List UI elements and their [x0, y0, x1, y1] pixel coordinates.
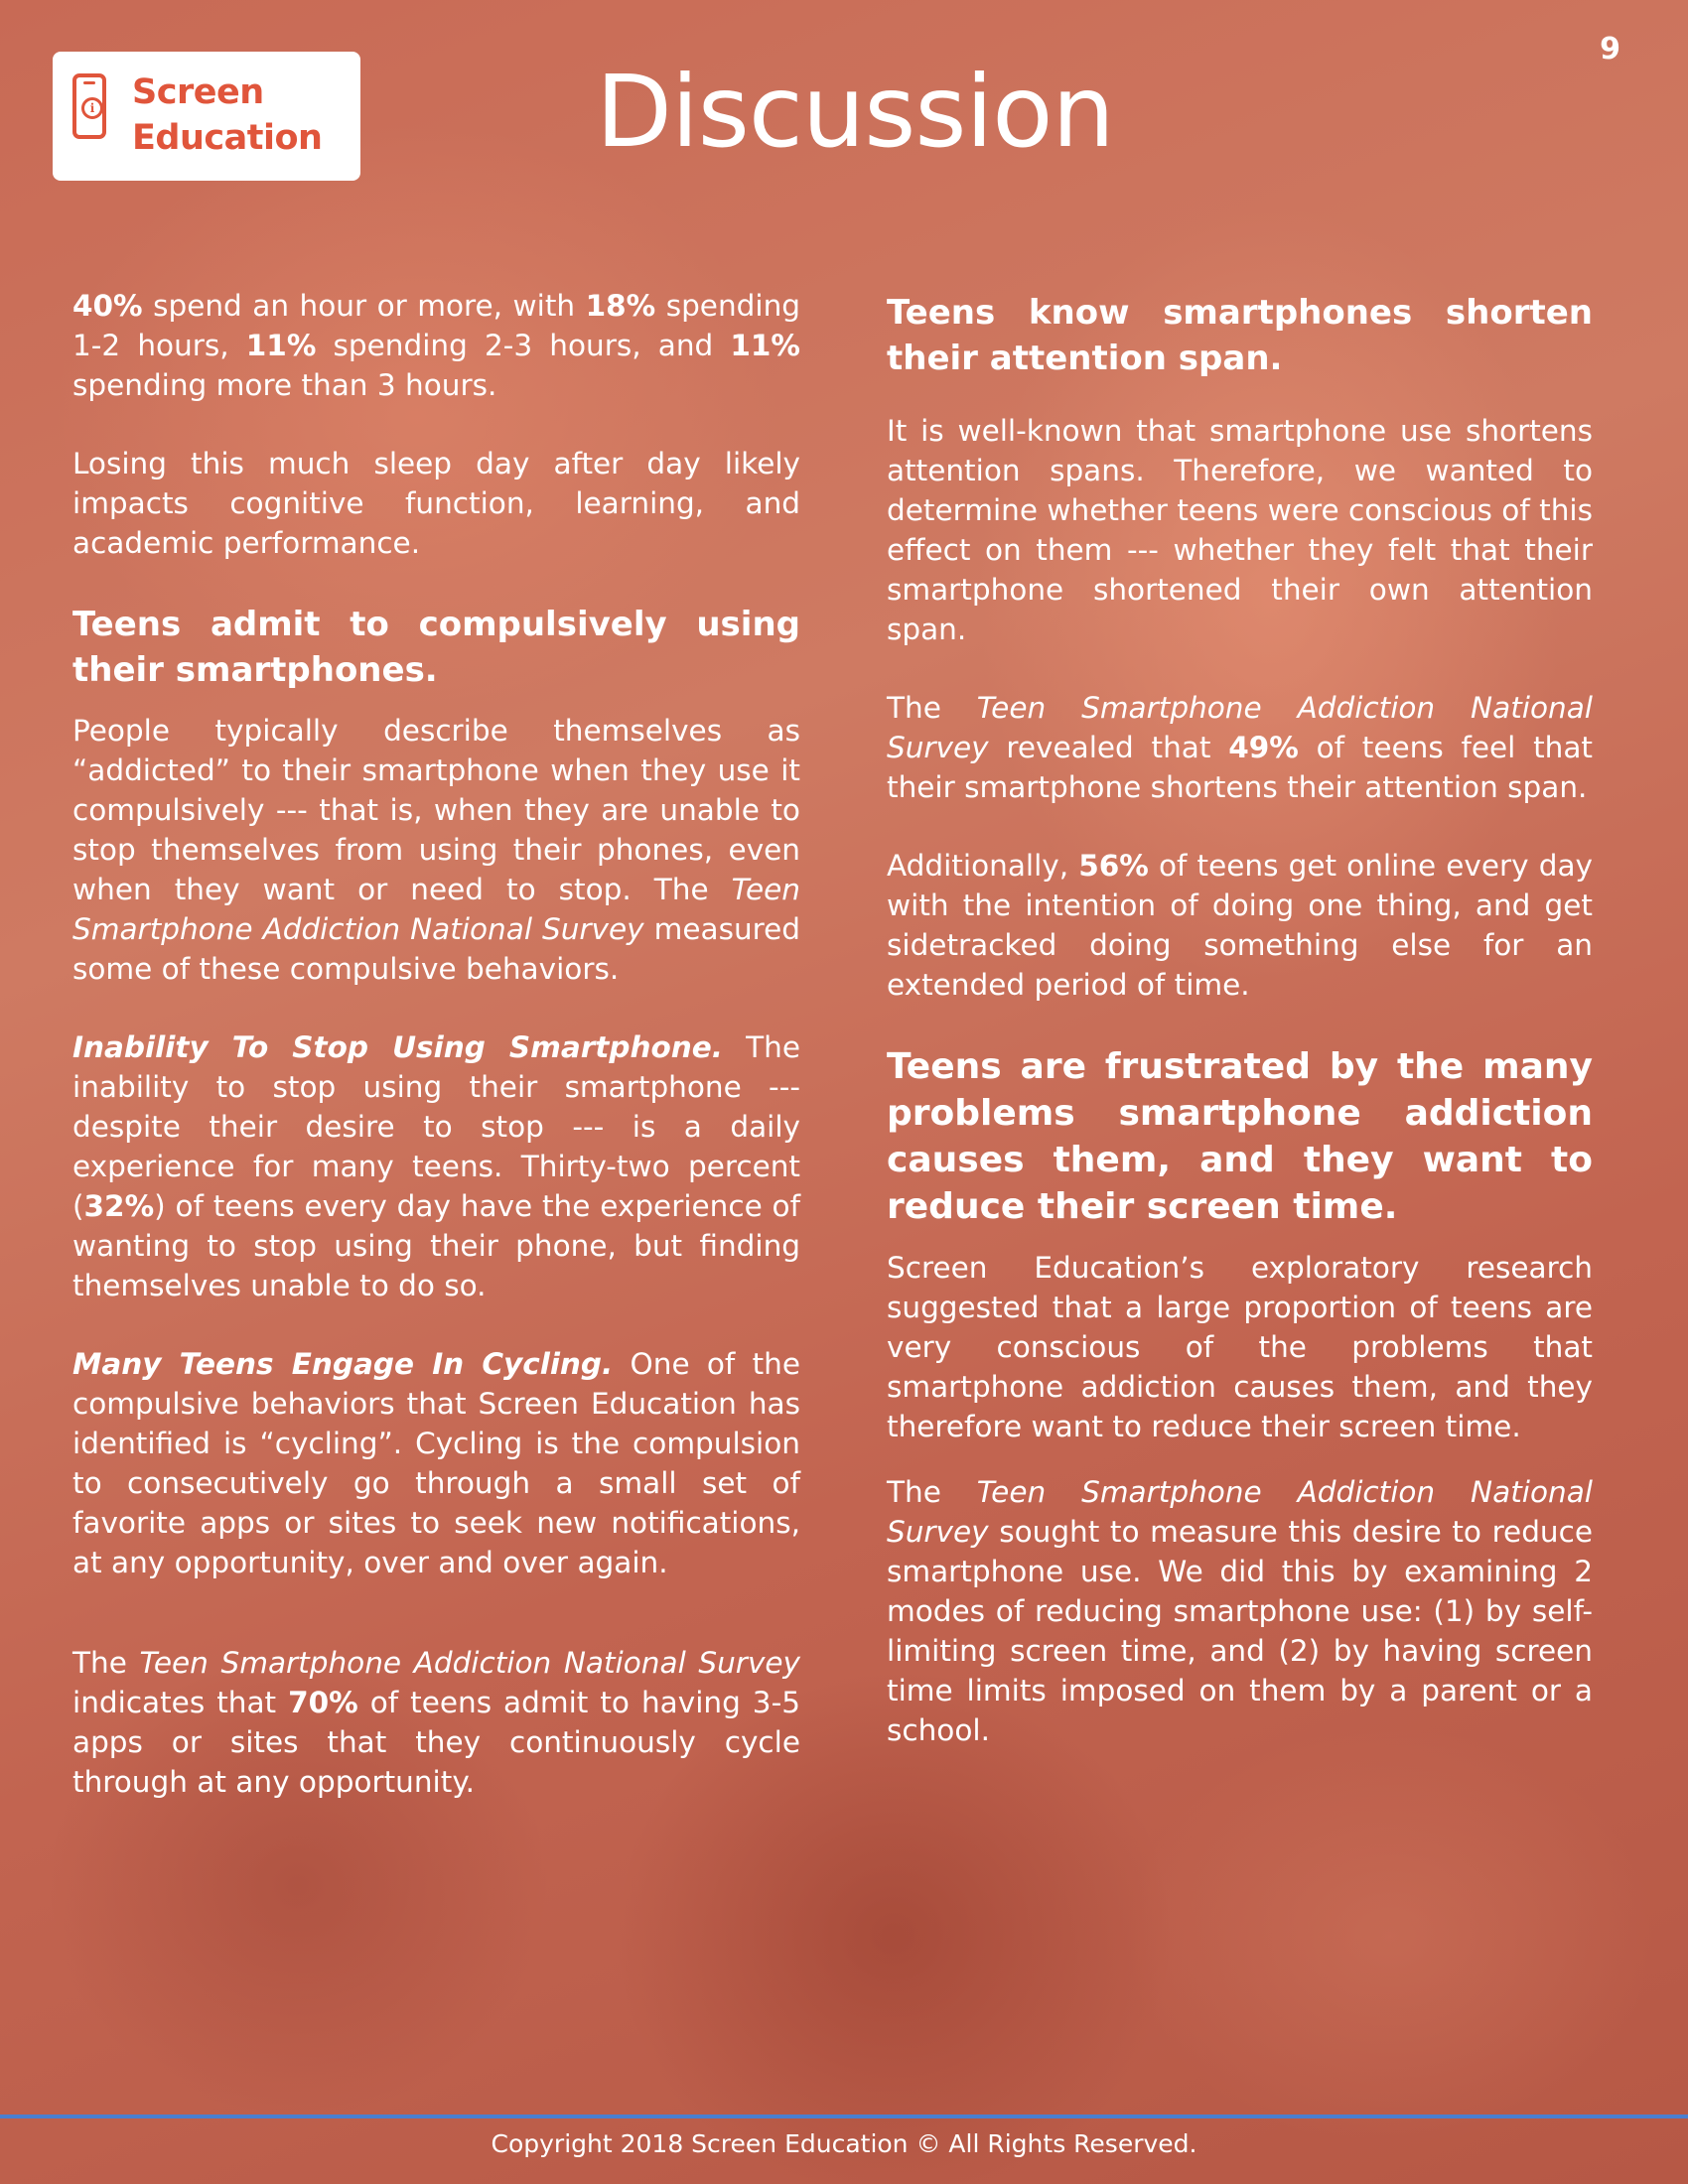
phone-info-icon: i [72, 73, 106, 139]
page-number: 9 [1600, 32, 1620, 67]
text: of teens feel that their smartphone shortens their attention span. [887, 731, 1593, 804]
stat-56: 56% [1078, 849, 1149, 883]
logo-text [132, 69, 322, 161]
page-title: Discussion [596, 54, 1114, 170]
right-column [887, 290, 1593, 1789]
text: spending more than 3 hours. [72, 368, 497, 402]
text: of teens admit to having 3-5 apps or sites that they continuously cycle through at any opportunity. [72, 1686, 800, 1799]
stat-40: 40% [72, 289, 143, 323]
logo-line-1: Screen [132, 72, 264, 112]
stat-32: 32% [83, 1189, 155, 1223]
text: spend an hour or more, with [142, 289, 586, 323]
text: sought to measure this desire to reduce smartphone use. We did this by examining 2 modes of reducing smartphone use: (1) by self-limiting screen time, and (2) by having screen time limits imposed on them by a parent or a school. [887, 1515, 1593, 1747]
paragraph-addicted [72, 711, 800, 989]
subheading-cycling: Many Teens Engage In Cycling. [72, 1347, 614, 1381]
text: One of the compulsive behaviors that Screen Education has identified is “cycling”. Cycling is the compulsion to consecutively go through a small set of favorite apps or sites to seek new notifications, at any opportunity, over and over again. [72, 1347, 801, 1579]
text: spending 1-2 hours, [72, 289, 800, 362]
heading-compulsive: Teens admit to compulsively using their smartphones. [72, 605, 800, 690]
heading-attention: Teens know smartphones shorten their attention span. [887, 293, 1593, 378]
text: The [72, 1646, 140, 1680]
text: The [887, 691, 977, 725]
text: The [887, 1475, 977, 1509]
paragraph-exploratory: Screen Education’s exploratory research suggested that a large proportion of teens are very conscious of the problems that smartphone addiction causes them, and they therefore want to reduce their screen time. [887, 1251, 1593, 1443]
footer-divider [0, 2115, 1688, 2118]
text: revealed that [988, 731, 1229, 764]
survey-name: Teen Smartphone Addiction National Survey [887, 1475, 1593, 1549]
paragraph-sidetracked [887, 846, 1593, 1005]
logo-line-2: Education [132, 118, 323, 158]
stat-18: 18% [585, 289, 656, 323]
stat-70: 70% [288, 1686, 358, 1719]
copyright-footer: Copyright 2018 Screen Education © All Rights Reserved. [491, 2129, 1197, 2158]
paragraph-reduce-use [887, 1472, 1593, 1750]
text: ) of teens every day have the experience of wanting to stop using their phone, but finding themselves unable to do so. [72, 1189, 800, 1302]
text: indicates that [72, 1686, 289, 1719]
stat-49: 49% [1228, 731, 1299, 764]
stat-11b: 11% [730, 329, 800, 362]
stat-11: 11% [245, 329, 317, 362]
survey-name: Teen Smartphone Addiction National Survey [139, 1646, 801, 1680]
left-column [72, 286, 800, 1841]
text: People typically describe themselves as “addicted” to their smartphone when they use it compulsively --- that is, when they are unable to stop themselves from using their phones, even when they want or need to stop. The [72, 714, 800, 906]
paragraph-cycling [72, 1344, 800, 1582]
text: The inability to stop using their smartphone --- despite their desire to stop --- is a daily experience for many teens. Thirty-two percent ( [72, 1030, 800, 1223]
text: measured some of these compulsive behaviors. [72, 912, 801, 986]
paragraph-inability [72, 1027, 800, 1305]
paragraph-sleep: Losing this much sleep day after day likely impacts cognitive function, learning, and academic performance. [72, 447, 800, 560]
text: Additionally, [887, 849, 1079, 883]
heading-frustrated: Teens are frustrated by the many problems smartphone addiction causes them, and they want to reduce their screen time. [887, 1046, 1593, 1227]
text: of teens get online every day with the intention of doing one thing, and get sidetracked doing something else for an extended period of time. [887, 849, 1593, 1002]
paragraph-attention-stat [887, 688, 1593, 807]
paragraph-cycling-stat [72, 1643, 800, 1802]
survey-name: Teen Smartphone Addiction National Survey [887, 691, 1593, 764]
paragraph-attention: It is well-known that smartphone use shortens attention spans. Therefore, we wanted to determine whether teens were conscious of this effect on them --- whether they felt that their smartphone shortened their own attention span. [887, 414, 1593, 646]
survey-name: Teen Smartphone Addiction National Survey [72, 873, 800, 946]
subheading-inability: Inability To Stop Using Smartphone. [72, 1030, 723, 1064]
screen-education-logo [53, 52, 360, 181]
text: spending 2-3 hours, and [316, 329, 731, 362]
paragraph-time-spent [72, 286, 800, 405]
